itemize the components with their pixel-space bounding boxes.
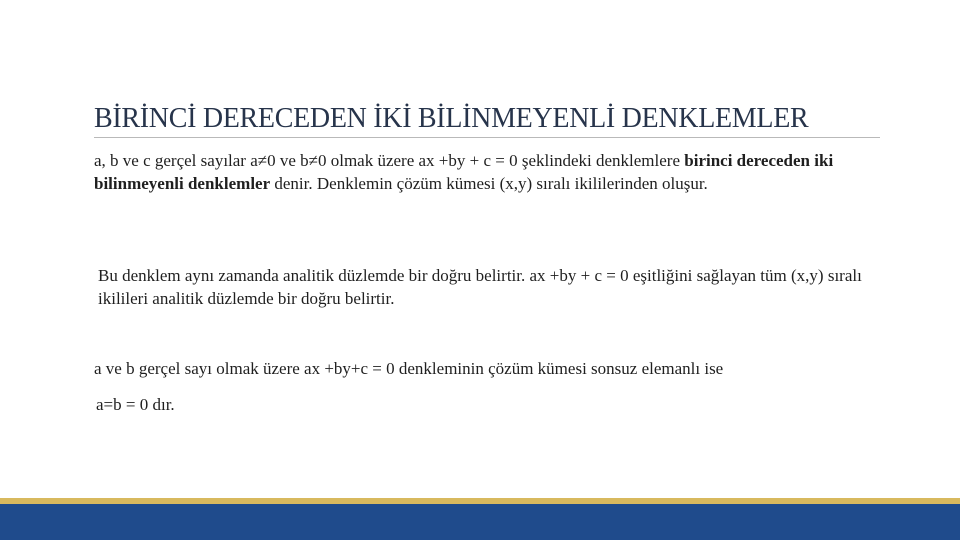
slide-title: BİRİNCİ DERECEDEN İKİ BİLİNMEYENLİ DENKLEMLER [94, 103, 809, 134]
paragraph-definition [94, 149, 884, 195]
paragraph-infinite-solutions: a ve b gerçel sayı olmak üzere ax +by+c = 0 denkleminin çözüm kümesi sonsuz elemanlı ise [94, 359, 724, 378]
paragraph-definition-bold-term: birinci dereceden iki bilinmeyenli denklemler [94, 151, 834, 193]
title-divider [94, 137, 880, 138]
paragraph-conclusion: a=b = 0 dır. [96, 395, 175, 414]
paragraph-analytic-plane: Bu denklem aynı zamanda analitik düzlemde bir doğru belirtir. ax +by + c = 0 eşitliğini sağlayan tüm (x,y) sıralı ikilileri analitik düzlemde bir doğru belirtir. [98, 266, 862, 308]
paragraph-definition-text-after: denir. Denklemin çözüm kümesi (x,y) sıralı ikililerinden oluşur. [270, 174, 708, 193]
footer-blue-band [0, 504, 960, 540]
paragraph-definition-text-before: a, b ve c gerçel sayılar a≠0 ve b≠0 olmak üzere ax +by + c = 0 şeklindeki denklemlere [94, 151, 685, 170]
